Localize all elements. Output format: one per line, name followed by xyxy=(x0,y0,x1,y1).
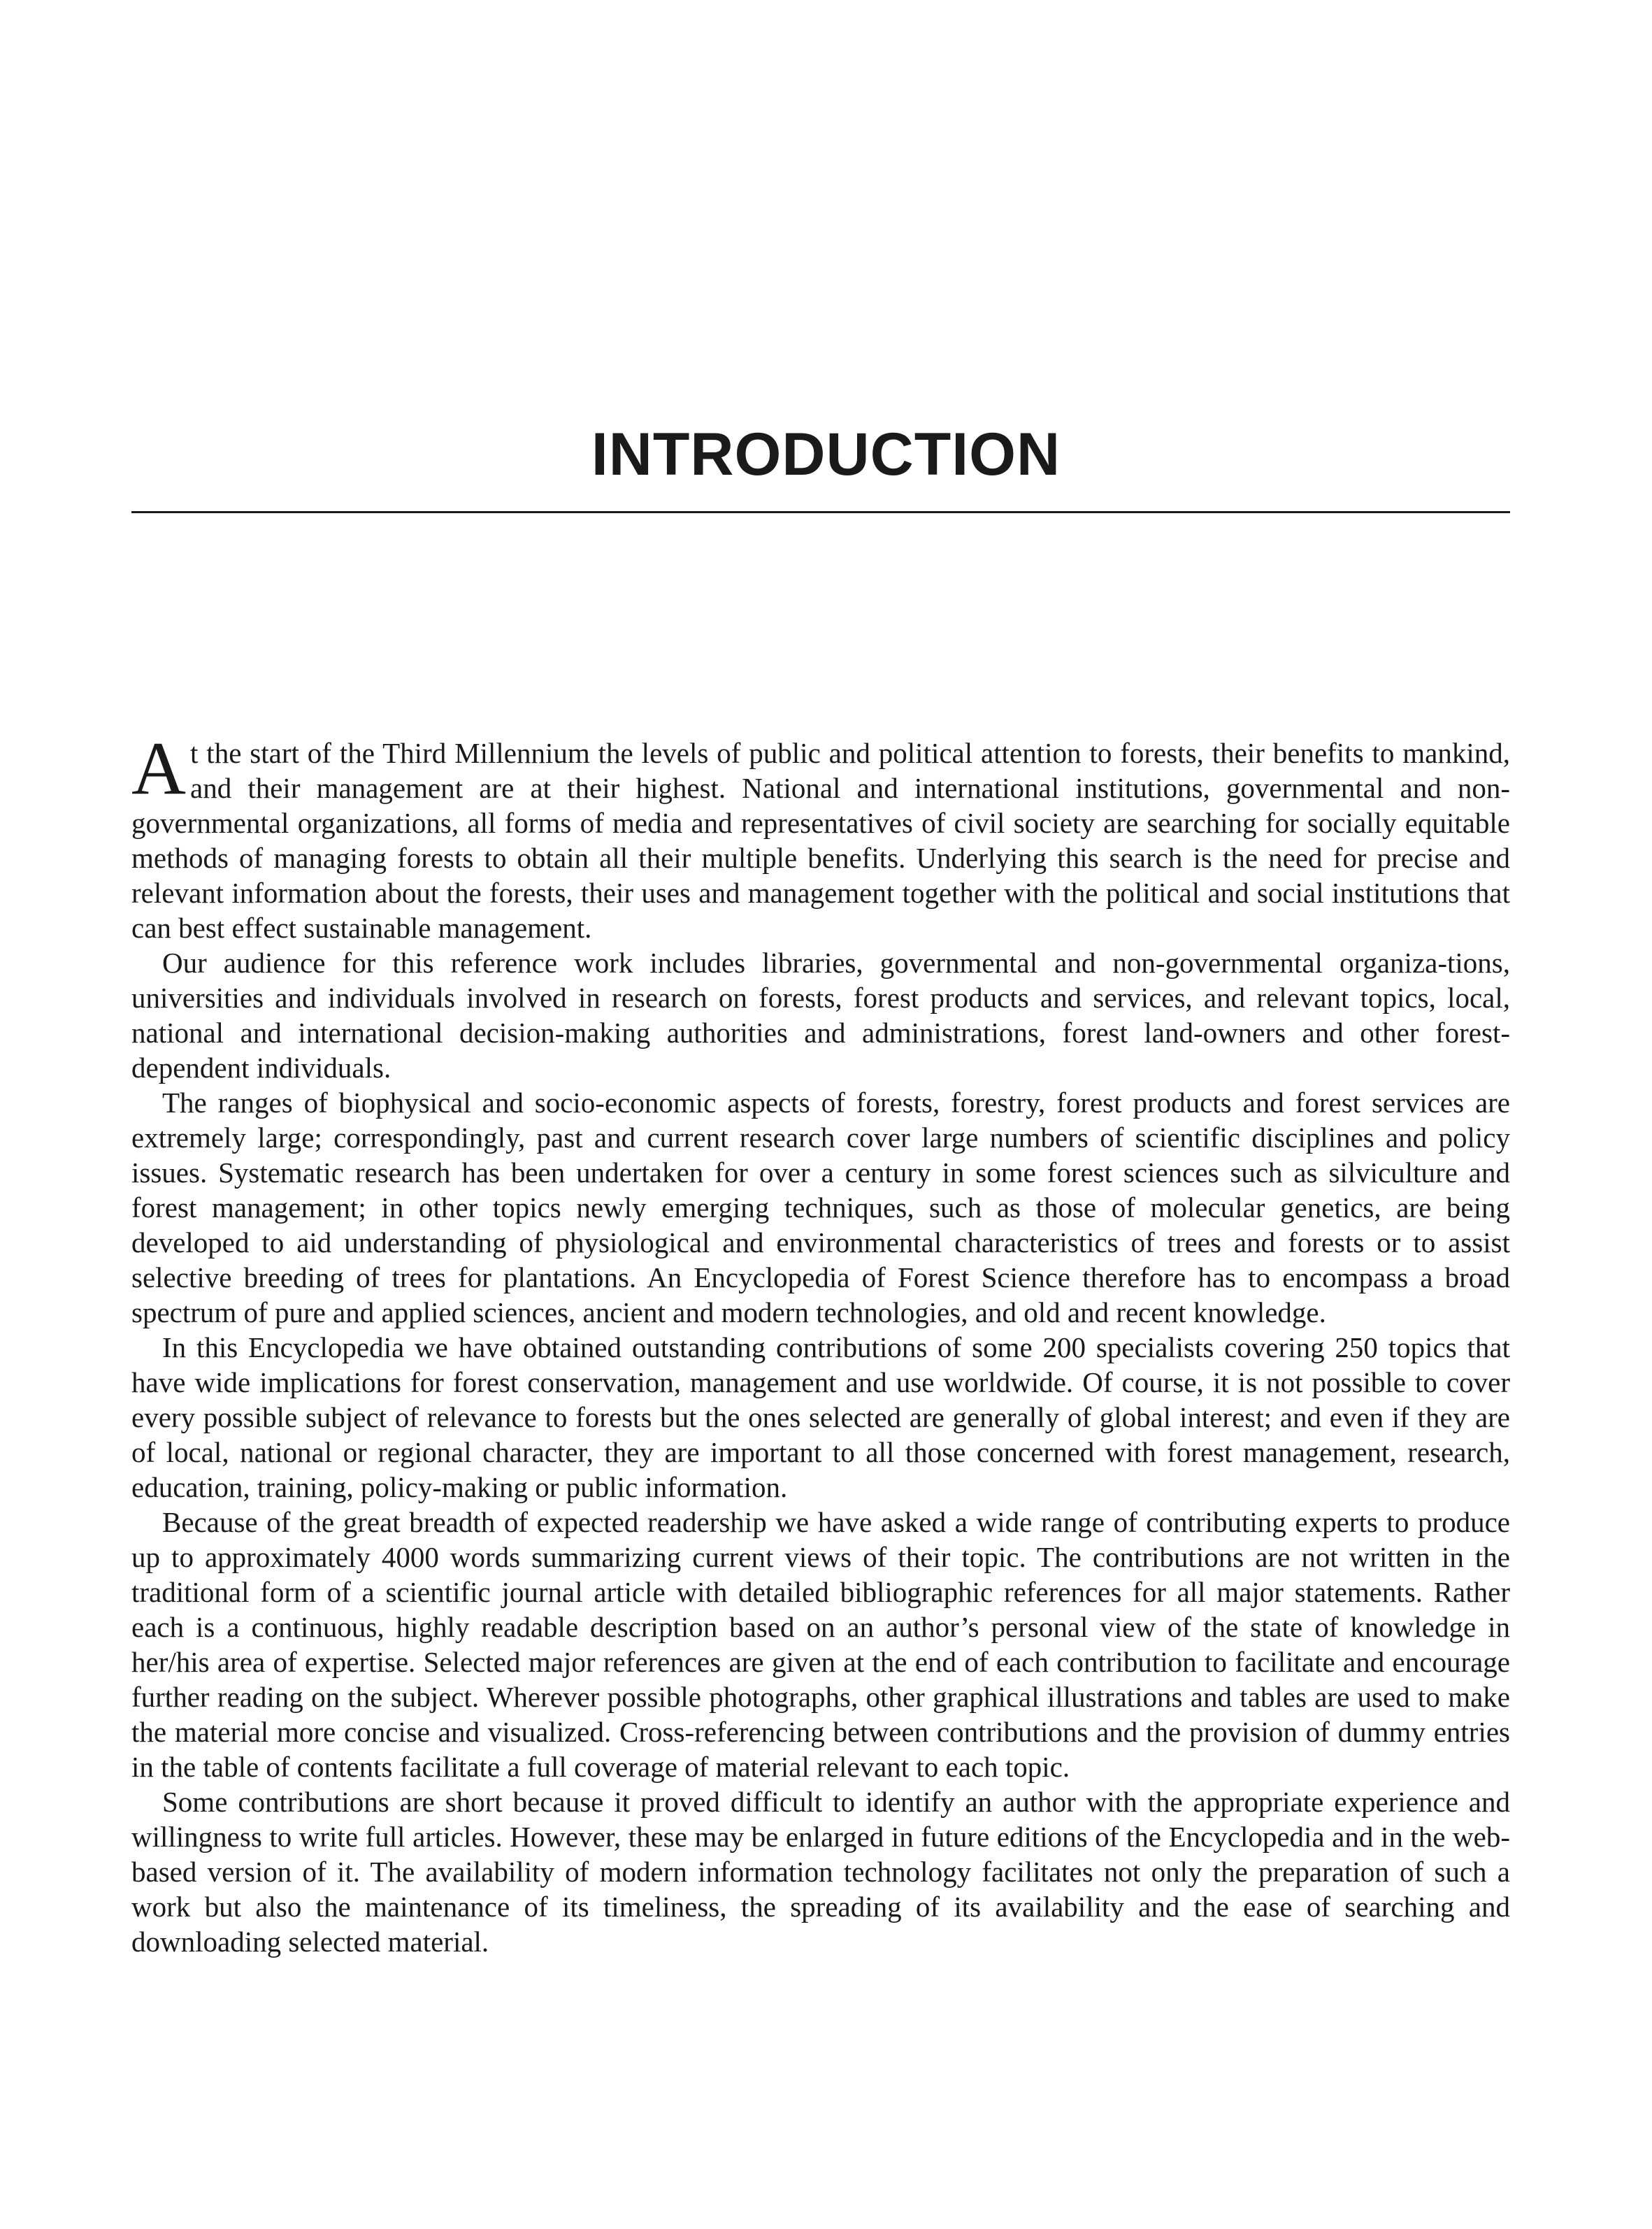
page-title: INTRODUCTION xyxy=(591,421,1061,488)
introduction-body xyxy=(131,727,1510,1959)
paragraph-4: In this Encyclopedia we have obtained outstanding contributions of some 200 specialists covering 250 topics that have wide implications for forest conservation, management and use worldwide. Of course, it is not possible to cover every possible subject of relevance to forests but the ones selected are generally of global interest; and even if they are of local, national or regional character, they are important to all those concerned with forest management, research, education, training, policy-making or public information. xyxy=(131,1331,1510,1503)
paragraph-3: The ranges of biophysical and socio-economic aspects of forests, forestry, forest products and forest services are extremely large; correspondingly, past and current research cover large numbers of scientific disciplines and policy issues. Systematic research has been undertaken for over a century in some forest sciences such as silviculture and forest management; in other topics newly emerging techniques, such as those of molecular genetics, are being developed to aid understanding of physiological and environmental characteristics of trees and forests or to assist selective breeding of trees for plantations. An Encyclopedia of Forest Science therefore has to encompass a broad spectrum of pure and applied sciences, ancient and modern technologies, and old and recent knowledge. xyxy=(131,1087,1510,1328)
paragraph-2: Our audience for this reference work includes libraries, governmental and non-governmental organiza-tions, universities and individuals involved in research on forests, forest products and services, and relevant topics, local, national and international decision-making authorities and administrations, forest land-owners and other forest-dependent individuals. xyxy=(131,947,1510,1084)
title-divider xyxy=(131,511,1510,513)
paragraph-1-text: t the start of the Third Millennium the levels of public and political attention to forests, their benefits to mankind, and their management are at their highest. National and international institutions, governmental and non-governmental organizations, all forms of media and representatives of civil society are searching for socially equitable methods of managing forests to obtain all their multiple benefits. Underlying this search is the need for precise and relevant information about the forests, their uses and management together with the political and social institutions that can best effect sustainable management. xyxy=(131,737,1510,944)
drop-cap: A xyxy=(131,727,186,810)
paragraph-6: Some contributions are short because it proved difficult to identify an author with the appropriate experience and willingness to write full articles. However, these may be enlarged in future editions of the Encyclopedia and in the web-based version of it. The availability of modern information technology facilitates not only the preparation of such a work but also the maintenance of its timeliness, the spreading of its availability and the ease of searching and downloading selected material. xyxy=(131,1786,1510,1958)
paragraph-1 xyxy=(131,727,1510,945)
paragraph-5: Because of the great breadth of expected readership we have asked a wide range of contributing experts to produce up to approximately 4000 words summarizing current views of their topic. The contributions are not written in the traditional form of a scientific journal article with detailed bibliographic references for all major statements. Rather each is a continuous, highly readable description based on an author’s personal view of the state of knowledge in her/his area of expertise. Selected major references are given at the end of each contribution to facilitate and encourage further reading on the subject. Wherever possible photographs, other graphical illustrations and tables are used to make the material more concise and visualized. Cross-referencing between contributions and the provision of dummy entries in the table of contents facilitate a full coverage of material relevant to each topic. xyxy=(131,1506,1510,1783)
